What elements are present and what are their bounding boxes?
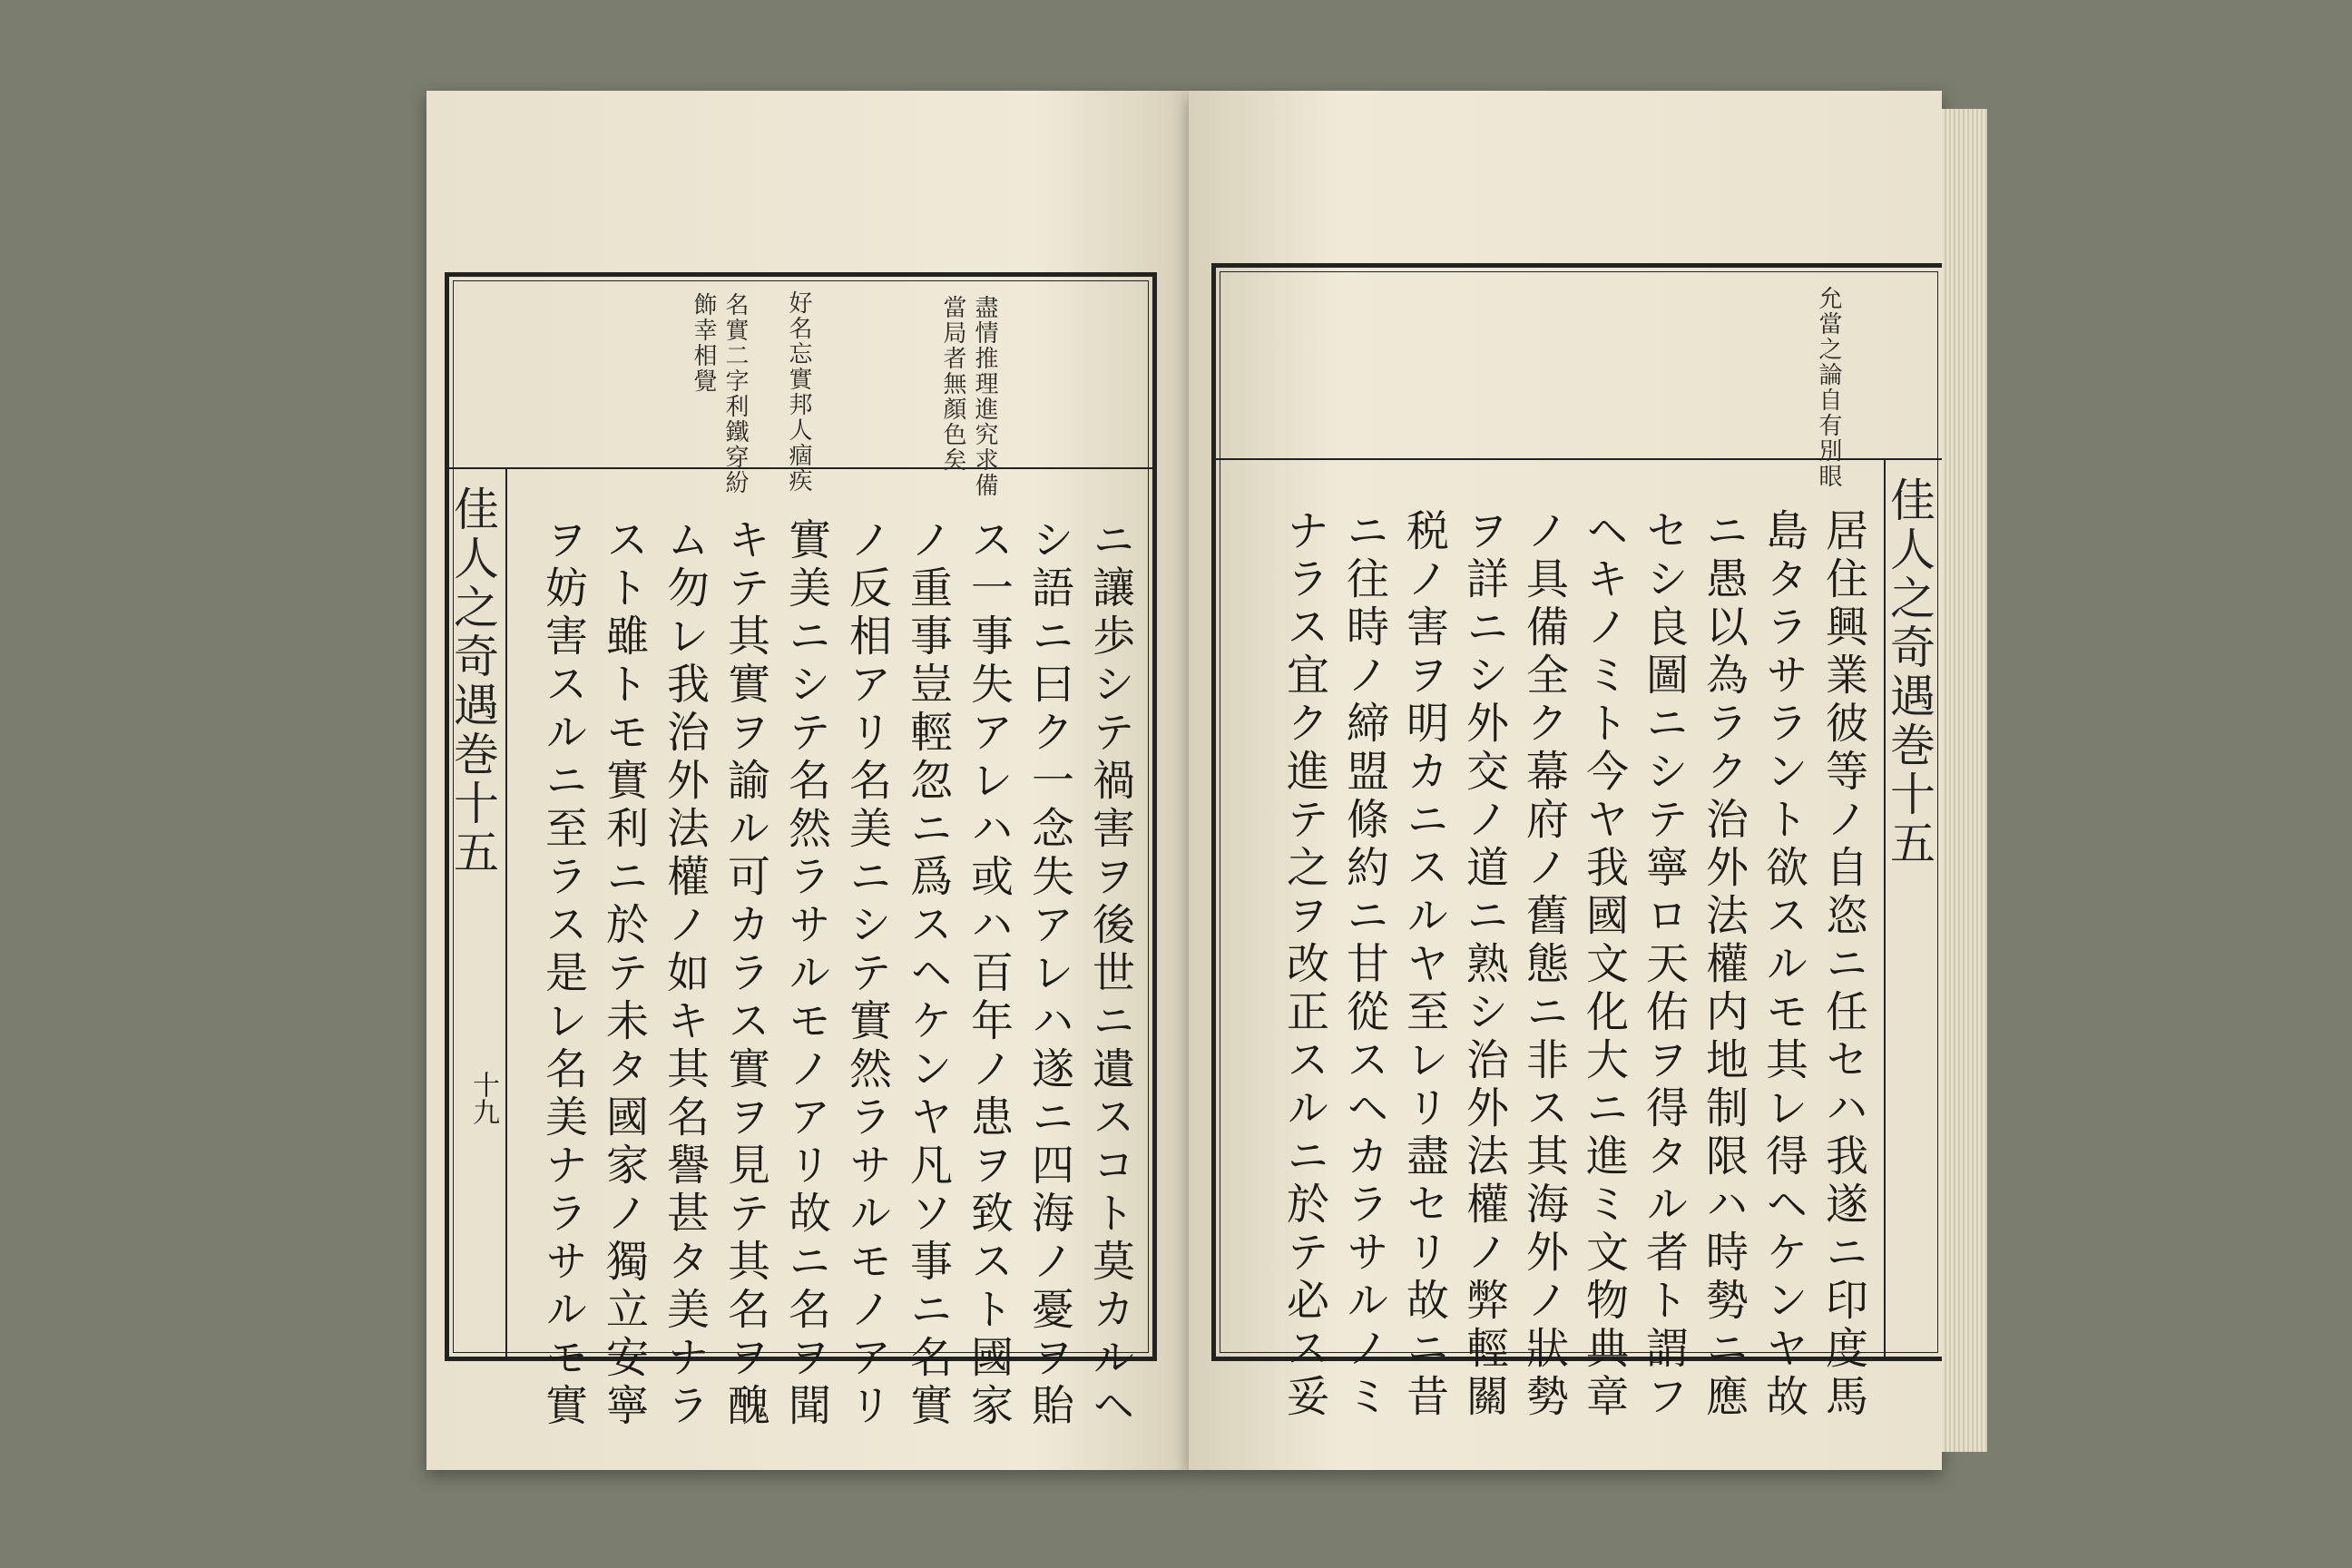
- right-note-1: 允當之論自有別眼: [1815, 286, 1842, 489]
- right-text-column: ナラス宜ク進テ之ヲ改正スルニ於テ必ス妥: [1279, 508, 1329, 1422]
- right-text-column: ニ愚以為ラク治外法權内地制限ハ時勢ニ應: [1699, 508, 1749, 1422]
- left-text-column: ノ重事豈輕忽ニ爲スヘケンヤ凡ソ事ニ名實: [903, 517, 953, 1431]
- right-text-column: ニ往時ノ締盟條約ニ甘從スヘカラサルノミ: [1339, 508, 1389, 1422]
- left-text-column: スト雖トモ實利ニ於テ未タ國家ノ獨立安寧: [599, 517, 649, 1431]
- left-text-column: シ語ニ曰ク一念失アレハ遂ニ四海ノ憂ヲ貽: [1024, 517, 1074, 1431]
- left-text-column: キテ其實ヲ諭ル可カラス實ヲ見テ其名ヲ醜: [720, 517, 770, 1431]
- right-page: [1189, 91, 1942, 1470]
- right-text-column: ノ具備全ク幕府ノ舊態ニ非ス其海外ノ狀勢: [1519, 508, 1569, 1422]
- left-text-column: ム勿レ我治外法權ノ如キ其名譽甚タ美ナラ: [660, 517, 710, 1431]
- right-text-column: セシ良圖ニシテ寧ロ天佑ヲ得タル者ト謂フ: [1639, 508, 1689, 1422]
- left-text-column: ヲ妨害スルニ至ラス是レ名美ナラサルモ實: [538, 517, 588, 1431]
- left-text-column: ノ反相アリ名美ニシテ實然ラサルモノアリ: [842, 517, 892, 1431]
- left-text-column: ス一事失アレハ或ハ百年ノ患ヲ致スト國家: [964, 517, 1014, 1431]
- left-note-5: 飾幸相覺: [690, 292, 717, 394]
- right-text-column: 居住興業彼等ノ自恣ニ任セハ我遂ニ印度馬: [1818, 508, 1868, 1422]
- right-text-column: 税ノ害ヲ明カニスルヤ至レリ盡セリ故ニ昔: [1399, 508, 1449, 1422]
- left-page: [426, 91, 1189, 1470]
- page-stack-edges: [1942, 109, 1987, 1452]
- open-book: [390, 91, 1987, 1470]
- left-page-number: 十九: [467, 1071, 499, 1125]
- right-running-title: 佳人之奇遇巻十五: [1884, 458, 1942, 1357]
- left-note-1: 盡情推理進究求備: [971, 295, 998, 498]
- left-text-column: 實美ニシテ名然ラサルモノアリ故ニ名ヲ聞: [781, 517, 831, 1431]
- right-text-column: ヘキノミト今ヤ我國文化大ニ進ミ文物典章: [1579, 508, 1629, 1422]
- right-text-column: ヲ詳ニシ外交ノ道ニ熟シ治外法權ノ弊輕關: [1459, 508, 1509, 1422]
- left-note-3: 好名忘實邦人痼疾: [785, 290, 812, 494]
- left-running-title: 佳人之奇遇巻十五: [449, 467, 507, 1357]
- left-note-2: 當局者無顏色矣: [939, 295, 966, 473]
- left-text-column: ニ讓歩シテ禍害ヲ後世ニ遺スコト莫カルヘ: [1085, 517, 1135, 1431]
- left-note-4: 名實二字利鐵穿紛: [721, 292, 749, 495]
- right-text-column: 島タラサラント欲スルモ其レ得ヘケンヤ故: [1759, 508, 1808, 1422]
